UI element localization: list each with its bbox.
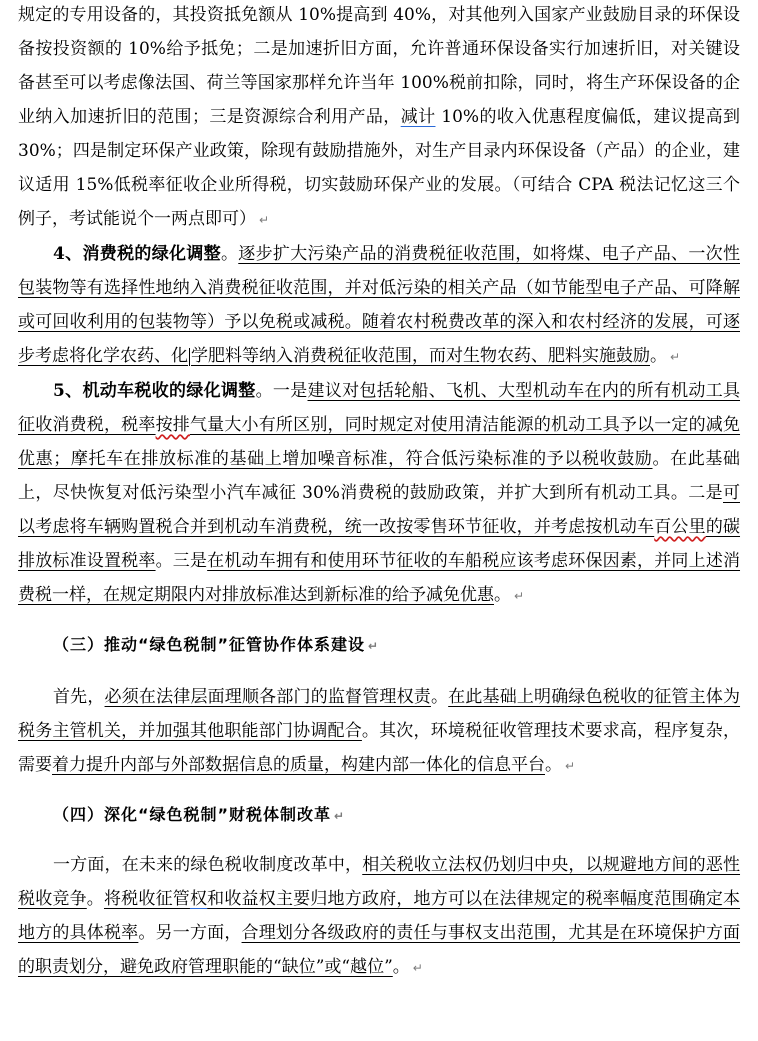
section-heading-4[interactable] xyxy=(18,798,740,833)
text-run: 。 xyxy=(494,585,511,605)
text-run: 。其次，环境税征收管理技术要求高，程序复杂，需要 xyxy=(18,721,741,775)
underlined-text: 和收益权主要归地方政府，地方可以在法律规定的税率幅度范围确定本地方的具体税率 xyxy=(18,889,741,943)
underlined-text: 着力提升内部与外部数据信息的质量，构建内部一体化的信息平台 xyxy=(52,755,545,775)
text-run: 。 xyxy=(430,687,449,707)
underlined-text: 的碳排放标准设置税率 xyxy=(18,517,741,571)
underlined-text: 在机动车拥有和使用环节征收的车船税应该考虑环保因素，并同上述消费税一样，在规定期限内对排放标准达到新标准的给予减免优惠 xyxy=(18,551,741,605)
section-heading-3[interactable] xyxy=(18,628,740,663)
text-run: 。一是 xyxy=(255,381,308,401)
paragraph-mark-icon: ↵ xyxy=(670,350,681,364)
track-change-underline: 减计 xyxy=(400,107,436,127)
track-change-underline: 权 xyxy=(189,889,208,909)
underlined-text: 将税收征管 xyxy=(103,889,190,909)
paragraph-environmental-equipment[interactable] xyxy=(18,0,740,237)
paragraph-motor-vehicle-tax[interactable] xyxy=(18,374,740,613)
text-run: 。 xyxy=(650,346,667,366)
underlined-text: 逐步扩大污染产品的消费税征收范围，如将煤、电子产品、一次性包装物等有选择性地纳入消费税征收范围，并对低污染的相关产品（如节能型电子产品、可降解或可回收利用的包装物等）予以免税或减税。随着农村税费改革的深入和农村经济的发展，可逐步考虑将化学农药、化 xyxy=(18,244,740,366)
text-run: 10%的收入优惠程度偏低，建议提高到 30%；四是制定环保产业政策，除现有鼓励措施外，对生产目录内环保设备（产品）的企业，建议适用 15%低税率征收企业所得税，切实鼓励环保产业的发展。（可结合 CPA 税法记忆这三个例子，考试能说个一两点即可） xyxy=(18,107,740,229)
underlined-text: 建议对包括轮船、飞机、大型机动车在内的所有机动工具征收消费税，税率 xyxy=(18,381,741,435)
text-run: 。 xyxy=(220,244,239,264)
text-run: 。三是 xyxy=(155,551,208,571)
paragraph-collection-cooperation[interactable] xyxy=(18,680,740,783)
paragraph-lead-heading: 5、机动车税收的绿化调整 xyxy=(53,381,256,401)
text-run: 。在此基础上，尽快恢复对低污染型小汽车减征 30%消费税的鼓励政策，并扩大到所有机动工具。二是 xyxy=(18,449,740,503)
text-run: 规定的专用设备的，其投资抵免额从 10%提高到 40%，对其他列入国家产业鼓励目录的环保设备按投资额的 10%给予抵免；二是加速折旧方面，允许普通环保设备实行加速折旧，对关键设备甚至可以考虑像法国、荷兰等国家那样允许当年 100%税前扣除，同时，将生产环保设备的企业纳入加速折旧的范围；三是资源综合利用产品， xyxy=(18,5,740,127)
underlined-text: 学肥料等纳入消费税征收范围，而对生物农药、肥料实施鼓励 xyxy=(191,346,650,366)
paragraph-lead-heading: 4、消费税的绿化调整 xyxy=(53,244,221,264)
text-cursor-icon xyxy=(189,348,190,366)
text-run: 。另一方面， xyxy=(138,923,242,943)
paragraph-mark-icon: ↵ xyxy=(259,213,270,227)
underlined-text: 可以考虑将车辆购置税合并到机动车消费税，统一改按零售环节征收，并考虑按机动车 xyxy=(18,483,740,537)
paragraph-mark-icon: ↵ xyxy=(368,639,380,653)
paragraph-mark-icon: ↵ xyxy=(412,961,423,975)
underlined-text: 气量大小有所区别，同时规定对使用清洁能源的机动工具予以一定的减免优惠；摩托车在排放标准的基础上增加噪音标准，符合低污染标准的予以税收鼓励 xyxy=(18,415,741,469)
text-run: 一方面，在未来的绿色税收制度改革中， xyxy=(53,855,363,875)
text-run: 首先， xyxy=(53,687,105,707)
text-run: 。 xyxy=(545,755,562,775)
underlined-text: 在此基础上明确绿色税收的征管主体为税务主管机关，并加强其他职能部门协调配合 xyxy=(18,687,741,741)
text-run: 。 xyxy=(392,957,410,977)
paragraph-mark-icon: ↵ xyxy=(565,759,576,773)
text-run: 。 xyxy=(86,889,104,909)
paragraph-fiscal-reform[interactable] xyxy=(18,848,740,985)
paragraph-mark-icon: ↵ xyxy=(514,589,525,603)
underlined-text: 相关税收立法权仍划归中央，以规避地方间的恶性税收竞争 xyxy=(18,855,741,909)
paragraph-consumption-tax[interactable] xyxy=(18,237,740,374)
paragraph-mark-icon: ↵ xyxy=(334,809,346,823)
section-heading-text: （四）深化“绿色税制”财税体制改革 xyxy=(53,805,332,824)
spelling-underline: 百公里 xyxy=(654,517,706,537)
spelling-underline: 按排 xyxy=(155,415,190,435)
section-heading-text: （三）推动“绿色税制”征管协作体系建设 xyxy=(53,635,366,654)
underlined-text: 合理划分各级政府的责任与事权支出范围，尤其是在环境保护方面的职责划分，避免政府管理职能的“缺位”或“越位” xyxy=(18,923,741,977)
underlined-text: 必须在法律层面理顺各部门的监督管理权责 xyxy=(104,687,431,707)
